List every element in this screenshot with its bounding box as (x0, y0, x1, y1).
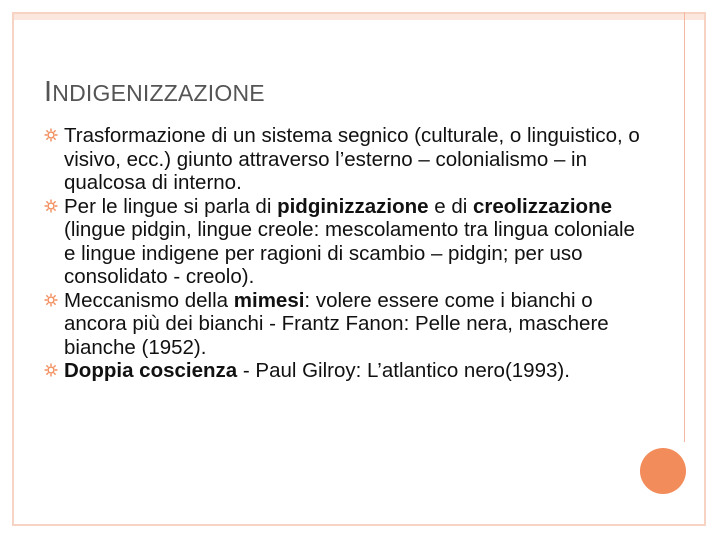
sun-icon (44, 199, 58, 213)
accent-circle (640, 448, 686, 494)
sun-icon (44, 363, 58, 377)
bullet-text: Meccanismo della (64, 288, 234, 312)
bullet-text: Per le lingue si parla di (64, 194, 278, 218)
slide-title (44, 76, 265, 109)
bullet-item (44, 359, 644, 383)
bold-term-creolizzazione: creolizzazione (473, 194, 613, 218)
bullet-text: (lingue pidgin, lingue creole: mescolamento tra lingua coloniale e lingue indigene per ragioni di scambio – pidgin; per uso consolidato - creolo). (64, 218, 635, 288)
bold-term-pidginizzazione: pidginizzazione (277, 194, 429, 218)
bullet-text: e di (428, 194, 474, 218)
bullet-text: Trasformazione di un sistema segnico (culturale, o linguistico, o visivo, ecc.) giunto attraverso l’esterno – colonialismo – in qualcosa di interno. (64, 124, 640, 194)
bullet-item (44, 124, 644, 195)
slide-title-initial: I (44, 76, 53, 108)
bold-term-mimesi: mimesi (233, 288, 305, 312)
sun-icon (44, 293, 58, 307)
bullet-text: - Paul Gilroy: L’atlantico nero(1993). (237, 359, 570, 382)
right-accent-line (684, 12, 685, 442)
bullet-text: : volere essere come i bianchi o ancora più dei bianchi - Frantz Fanon: Pelle nera, maschere bianche (1952). (64, 288, 609, 359)
slide-title-rest: NDIGENIZZAZIONE (52, 80, 265, 106)
sun-icon (44, 128, 58, 142)
bold-term-doppia-coscienza: Doppia coscienza (64, 359, 238, 382)
bullet-item (44, 289, 644, 360)
bullet-list (44, 124, 644, 383)
bullet-item (44, 195, 644, 289)
